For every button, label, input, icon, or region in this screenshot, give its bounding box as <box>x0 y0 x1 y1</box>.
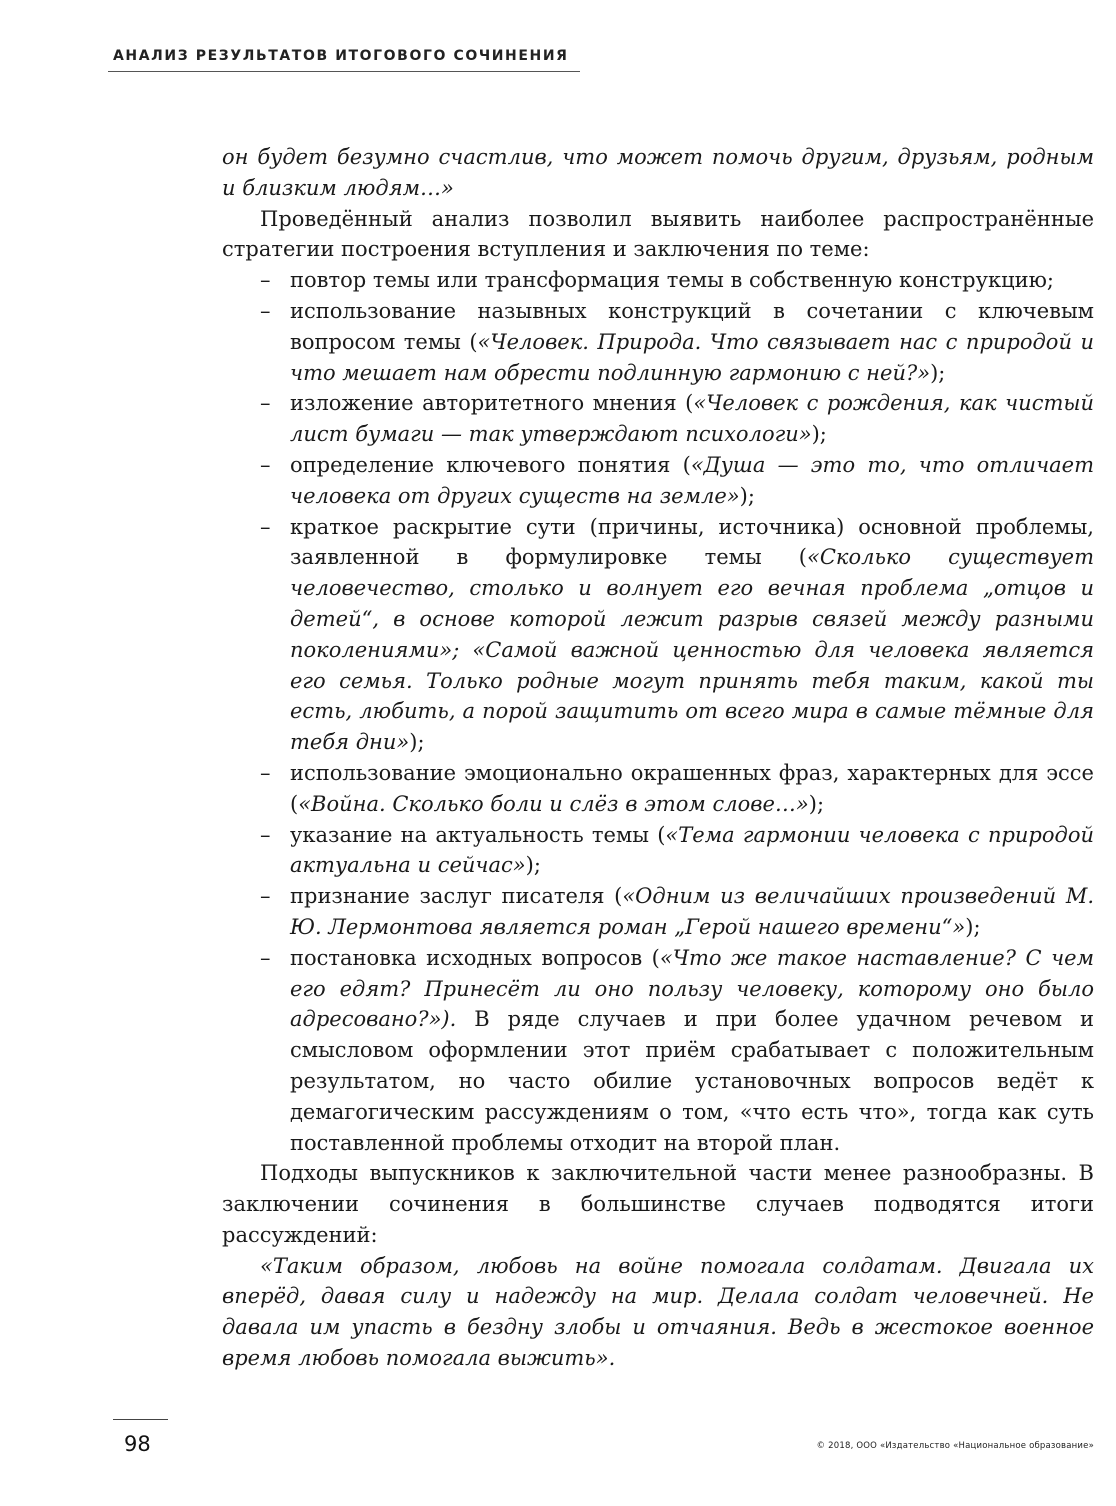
item-example: «Что же такое наставление? С чем его едят? Принесёт ли оно пользу человеку, которому оно было адресовано?»). <box>290 945 1094 1032</box>
item-after: ); <box>808 791 825 816</box>
intro-paragraph: Проведённый анализ позволил выявить наиболее распространённые стратегии построения вступления и заключения по теме: <box>222 206 1094 262</box>
list-item <box>222 296 1094 388</box>
strategy-list <box>222 265 1094 1158</box>
list-item <box>222 943 1094 1159</box>
list-item <box>222 881 1094 943</box>
item-example: «Душа — это то, что отличает человека от других существ на земле» <box>290 452 1094 508</box>
dash-bullet: – <box>260 945 271 970</box>
item-after: ); <box>965 914 981 939</box>
list-item <box>222 450 1094 512</box>
dash-bullet: – <box>260 298 271 323</box>
page-body <box>222 142 1094 1374</box>
item-example: «Человек с рождения, как чистый лист бумаги — так утверждают психологи» <box>290 391 1094 447</box>
item-after: ); <box>409 730 425 755</box>
item-text: повтор темы или трансформация темы в собственную конструкцию; <box>290 268 1054 293</box>
running-title: АНАЛИЗ РЕЗУЛЬТАТОВ ИТОГОВОГО СОЧИНЕНИЯ <box>113 48 569 64</box>
dash-bullet: – <box>260 268 271 293</box>
list-item <box>222 388 1094 450</box>
quote-continuation <box>222 142 1094 204</box>
conclusion-quote: «Таким образом, любовь на войне помогала солдатам. Двигала их вперёд, давая силу и надежду на мир. Делала солдат человечней. Не давала им упасть в бездну злобы и отчаяния. Ведь в жестокое военное время любовь помогала выжить». <box>222 1253 1094 1371</box>
item-example: «Сколько существует человечество, столько и волнует его вечная проблема „отцов и детей“, в основе которой лежит разрыв связей между разными поколениями»; «Самой важной ценностью для человека является его семья. Только родные могут принять тебя таким, какой ты есть, любить, а порой защитить от всего мира в самые тёмные для тебя дни» <box>290 545 1094 755</box>
dash-bullet: – <box>260 391 271 416</box>
item-example: «Тема гармонии человека с природой актуальна и сейчас» <box>290 822 1094 878</box>
item-after: ); <box>811 422 827 447</box>
item-example: «Война. Сколько боли и слёз в этом слове…» <box>298 791 809 816</box>
dash-bullet: – <box>260 760 271 785</box>
footer-rule <box>113 1419 168 1420</box>
list-item <box>222 758 1094 820</box>
item-example: «Одним из величайших произведений М. Ю. Лермонтова является роман „Герой нашего времени“» <box>290 884 1095 939</box>
item-after: В ряде случаев и при более удачном речевом и смысловом оформлении этот приём срабатывает с положительным результатом, но часто обилие установочных вопросов ведёт к демагогическим рассуждениям о том, «что есть что», тогда как суть поставленной проблемы отходит на второй план. <box>290 1007 1094 1155</box>
item-after: ); <box>930 360 946 385</box>
item-text: определение ключевого понятия ( <box>290 452 691 477</box>
item-text: краткое раскрытие сути (причины, источника) основной проблемы, заявленной в формулировке темы ( <box>290 514 1094 570</box>
quote-end-text: он будет безумно счастлив, что может помочь другим, друзьям, родным и близким людям…» <box>222 145 1094 200</box>
item-after: ); <box>525 853 541 878</box>
item-text: использование эмоционально окрашенных фраз, характерных для эссе ( <box>290 760 1094 816</box>
item-text: постановка исходных вопросов ( <box>290 945 660 970</box>
item-text: использование назывных конструкций в сочетании с ключевым вопросом темы ( <box>290 298 1094 354</box>
list-item <box>222 512 1094 758</box>
list-item <box>222 265 1094 296</box>
item-text: указание на актуальность темы ( <box>290 822 666 847</box>
item-after: ); <box>739 483 755 508</box>
dash-bullet: – <box>260 822 271 847</box>
header-rule <box>108 71 580 72</box>
list-item <box>222 820 1094 882</box>
item-example: «Человек. Природа. Что связывает нас с природой и что мешает нам обрести подлинную гармонию с ней?» <box>290 329 1094 385</box>
dash-bullet: – <box>260 514 271 539</box>
conclusion-intro: Подходы выпускников к заключительной части менее разнообразны. В заключении сочинения в большинстве случаев подводятся итоги рассуждений: <box>222 1161 1094 1247</box>
item-text: изложение авторитетного мнения ( <box>290 391 694 416</box>
item-text: признание заслуг писателя ( <box>290 884 623 909</box>
page-number: 98 <box>124 1432 151 1456</box>
conclusion-quote-paragraph <box>222 1251 1094 1374</box>
dash-bullet: – <box>260 452 271 477</box>
copyright-notice: © 2018, ООО «Издательство «Национальное образование» <box>816 1441 1094 1451</box>
dash-bullet: – <box>260 884 271 909</box>
